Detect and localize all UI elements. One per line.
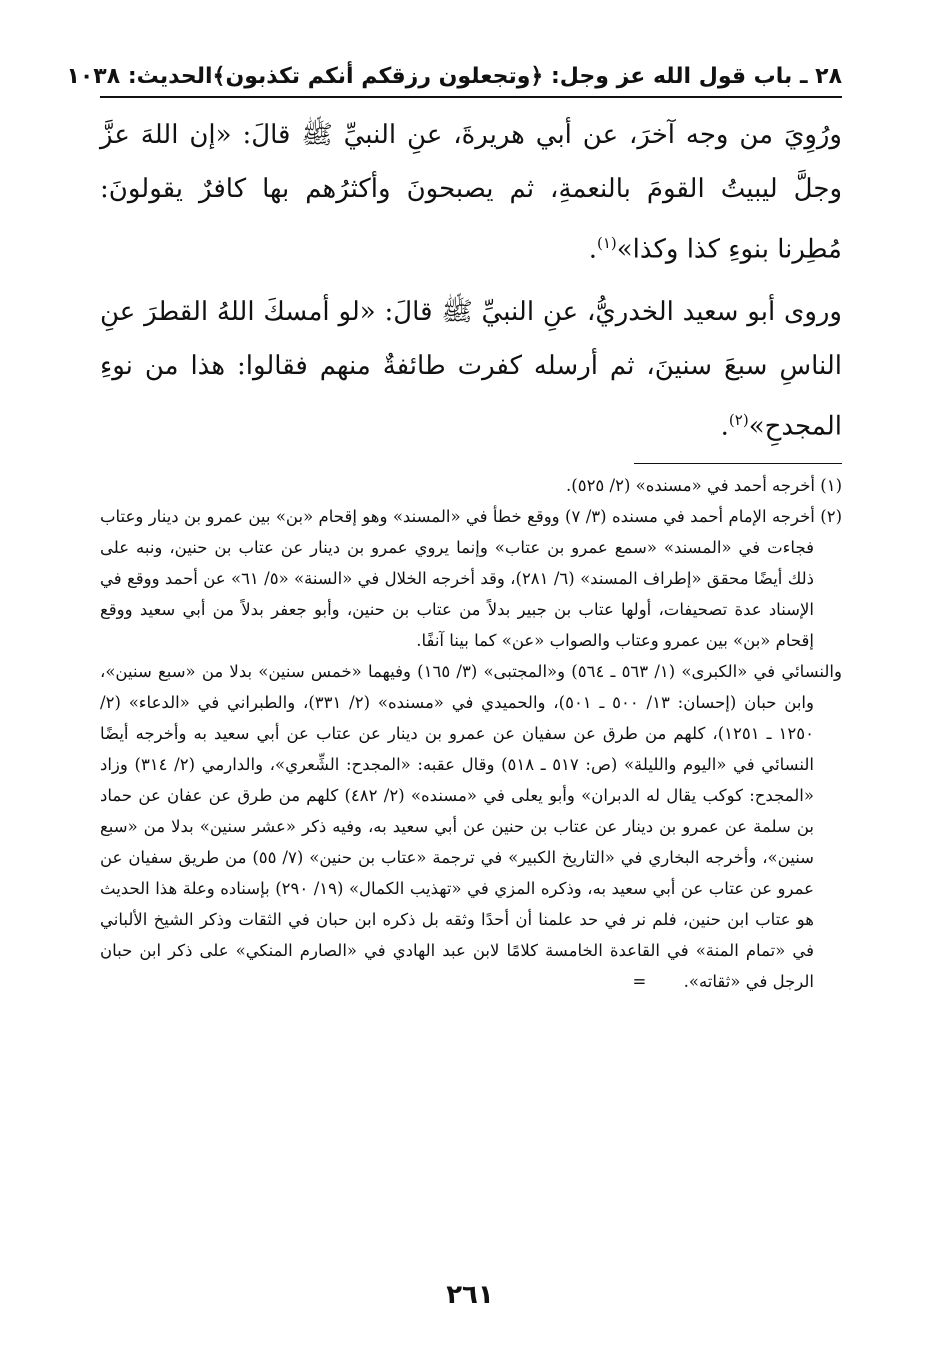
footnote-2 [100, 501, 842, 656]
paragraph-2-end: . [720, 411, 729, 442]
book-page [66, 62, 843, 997]
paragraph-1-text: ورُوِيَ من وجه آخرَ، عن أبي هريرةَ، عنِ النبيِّ ﷺ قالَ: «إن اللهَ عزَّ وجلَّ ليبيتُ القومَ بالنعمةِ، ثم يصبحونَ وأكثرُهم بها كافرٌ يقولونَ: مُطِرنا بنوءِ كذا وكذا» [100, 120, 842, 265]
paragraph-2-text: وروى أبو سعيد الخدريُّ، عنِ النبيِّ ﷺ قالَ: «لو أمسكَ اللهُ القطرَ عنِ الناسِ سبعَ سنينَ، ثم أرسله كفرت طائفةٌ منهم فقالوا: هذا من نوءِ المجدحِ» [100, 296, 842, 442]
footnote-1 [100, 470, 842, 501]
paragraph-1-end: . [588, 234, 597, 265]
chapter-title: ٢٨ ـ باب قول الله عز وجل: ﴿وتجعلون رزقكم أنكم تكذبون﴾ [212, 64, 842, 89]
page-number: ٢٦١ [446, 1280, 494, 1310]
footnote-2-continued-text: والنسائي في «الكبرى» (١/ ٥٦٣ ـ ٥٦٤) و«المجتبى» (٣/ ١٦٥) وفيهما «خمس سنين» بدلا من «سبع سنين»، وابن حبان (إحسان: ١٣/ ٥٠٠ ـ ٥٠١)، والحميدي في «مسنده» (٢/ ٣٣١)، والطبراني في «الدعاء» (٢/ ١٢٥٠ ـ ١٢٥١)، كلهم من طرق عن سفيان عن عمرو بن دينار عن عتاب عن أبي سعيد به وأخرجه أيضًا النسائي في «اليوم والليلة» (ص: ٥١٧ ـ ٥١٨) وقال عقبه: «المجدح: الشِّعري»، والدارمي (٢/ ٣١٤) وزاد «المجدح: كوكب يقال له الدبران» وأبو يعلى في «مسنده» (٢/ ٤٨٢) كلهم من طرق عن عفان عن حماد بن سلمة عن عمرو بن دينار عن عتاب بن حنين عن أبي سعيد به، وفيه ذكر «عشر سنين» بدلا من «سبع سنين»، وأخرجه البخاري في «التاريخ الكبير» في ترجمة «عتاب بن حنين» (٧/ ٥٥) من طريق سفيان عن عمرو عن عتاب عن أبي سعيد به، وذكره المزي في «تهذيب الكمال» (١٩/ ٢٩٠) بإسناده وعلة هذا الحديث هو عتاب ابن حنين، فلم نر في حد علمنا أن أحدًا وثقه بل ذكره ابن حبان في الثقات وذكر الشيخ الألباني في «تمام المنة» في القاعدة الخامسة كلامًا لابن عبد الهادي في «الصارم المنكي» على ذكر ابن حبان الرجل في «ثقاته». [100, 662, 842, 992]
footnote-2-text: أخرجه الإمام أحمد في مسنده (٣/ ٧) ووقع خطأ في «المسند» وهو إقحام «بن» بين عمرو بن دينار وعتاب فجاءت في «المسند» «سمع عمرو بن عتاب» وإنما يروي عمرو بن دينار عن عتاب بن حنين، ونبه على ذلك أيضًا محقق «إطراف المسند» (٦/ ٢٨١)، وقد أخرجه الخلال في «السنة» «٥/ ٦١» عن أحمد ووقع في الإسناد عدة تصحيفات، أولها عتاب بن جبير بدلاً من عتاب بن حنين، وأبو جعفر بدلاً من أبي سعيد ووقع إقحام «بن» بين عمرو وعتاب والصواب «عن» كما بينا آنفًا. [100, 507, 815, 651]
footnote-separator [634, 463, 842, 464]
hadith-number: الحديث: ١٠٣٨ [66, 64, 213, 89]
footnote-1-number: (١) [820, 476, 842, 496]
paragraph-2 [100, 285, 842, 454]
paragraph-1 [100, 108, 842, 277]
main-text [100, 108, 842, 453]
footnote-2-number: (٢) [820, 507, 843, 527]
running-header [66, 62, 842, 98]
footnote-1-text: أخرجه أحمد في «مسنده» (٢/ ٥٢٥). [566, 476, 815, 496]
footnote-ref-2: (٢) [728, 410, 749, 429]
footnotes [100, 470, 842, 997]
footnote-ref-1: (١) [596, 234, 617, 252]
footnote-2-continued: والنسائي في «الكبرى» (١/ ٥٦٣ ـ ٥٦٤) و«المجتبى» (٣/ ١٦٥) وفيهما «خمس سنين» بدلا من «سبع سنين»، وابن حبان (إحسان: ١٣/ ٥٠٠ ـ ٥٠١)، والحميدي في «مسنده» (٢/ ٣٣١)، والطبراني في «الدعاء» (٢/ ١٢٥٠ ـ ١٢٥١)، كلهم من طرق عن سفيان عن عمرو بن دينار عن عتاب عن أبي سعيد به وأخرجه أيضًا النسائي في «اليوم والليلة» (ص: ٥١٧ ـ ٥١٨) وقال عقبه: «المجدح: الشِّعري»، والدارمي (٢/ ٣١٤) وزاد «المجدح: كوكب يقال له الدبران» وأبو يعلى في «مسنده» (٢/ ٤٨٢) كلهم من طرق عن عفان عن حماد بن سلمة عن عمرو بن دينار عن عتاب بن حنين عن أبي سعيد به، وفيه ذكر «عشر سنين» بدلا من «سبع سنين»، وأخرجه البخاري في «التاريخ الكبير» في ترجمة «عتاب بن حنين» (٧/ ٥٥) من طريق سفيان عن عمرو عن عتاب عن أبي سعيد به، وذكره المزي في «تهذيب الكمال» (١٩/ ٢٩٠) بإسناده وعلة هذا الحديث هو عتاب ابن حنين، فلم نر في حد علمنا أن أحدًا وثقه بل ذكره ابن حبان في الثقات وذكر الشيخ الألباني في «تمام المنة» في القاعدة الخامسة كلامًا لابن عبد الهادي في «الصارم المنكي» على ذكر ابن حبان الرجل في «ثقاته». = [100, 662, 842, 992]
